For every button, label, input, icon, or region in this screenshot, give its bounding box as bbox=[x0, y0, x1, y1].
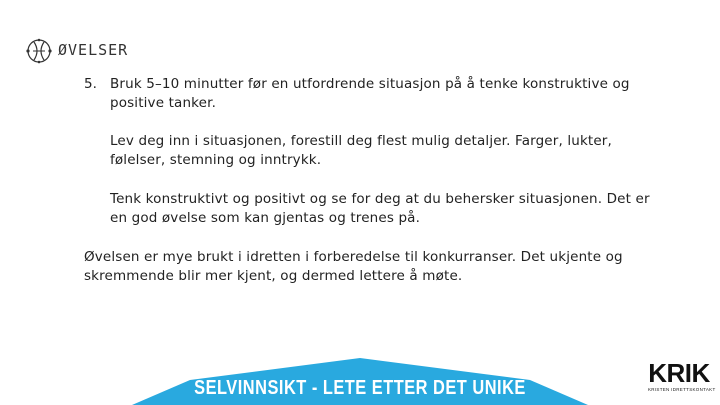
section-title: ØVELSER bbox=[58, 41, 129, 59]
list-number: 5. bbox=[84, 76, 97, 92]
brand-logo: KRIK bbox=[648, 358, 710, 388]
banner-text: SELVINNSIKT - LETE ETTER DET UNIKE bbox=[194, 377, 526, 399]
paragraph-3: Tenk konstruktivt og positivt og se for deg at du behersker situasjonen. Det er en god øvelse som kan gjentas og trenes på. bbox=[110, 191, 650, 226]
closing-paragraph: Øvelsen er mye brukt i idretten i forberedelse til konkurranser. Det ukjente og skremmende blir mer kjent, og dermed lettere å møte. bbox=[84, 249, 623, 284]
paragraph-1: Bruk 5–10 minutter før en utfordrende situasjon på å tenke konstruktive og positive tanker. bbox=[110, 76, 630, 111]
paragraph-2: Lev deg inn i situasjonen, forestill deg flest mulig detaljer. Farger, lukter, følelser, stemning og inntrykk. bbox=[110, 133, 612, 168]
brand-mark bbox=[648, 358, 716, 396]
brand-subtitle: KRISTEN IDRETTSKONTAKT bbox=[648, 387, 716, 392]
